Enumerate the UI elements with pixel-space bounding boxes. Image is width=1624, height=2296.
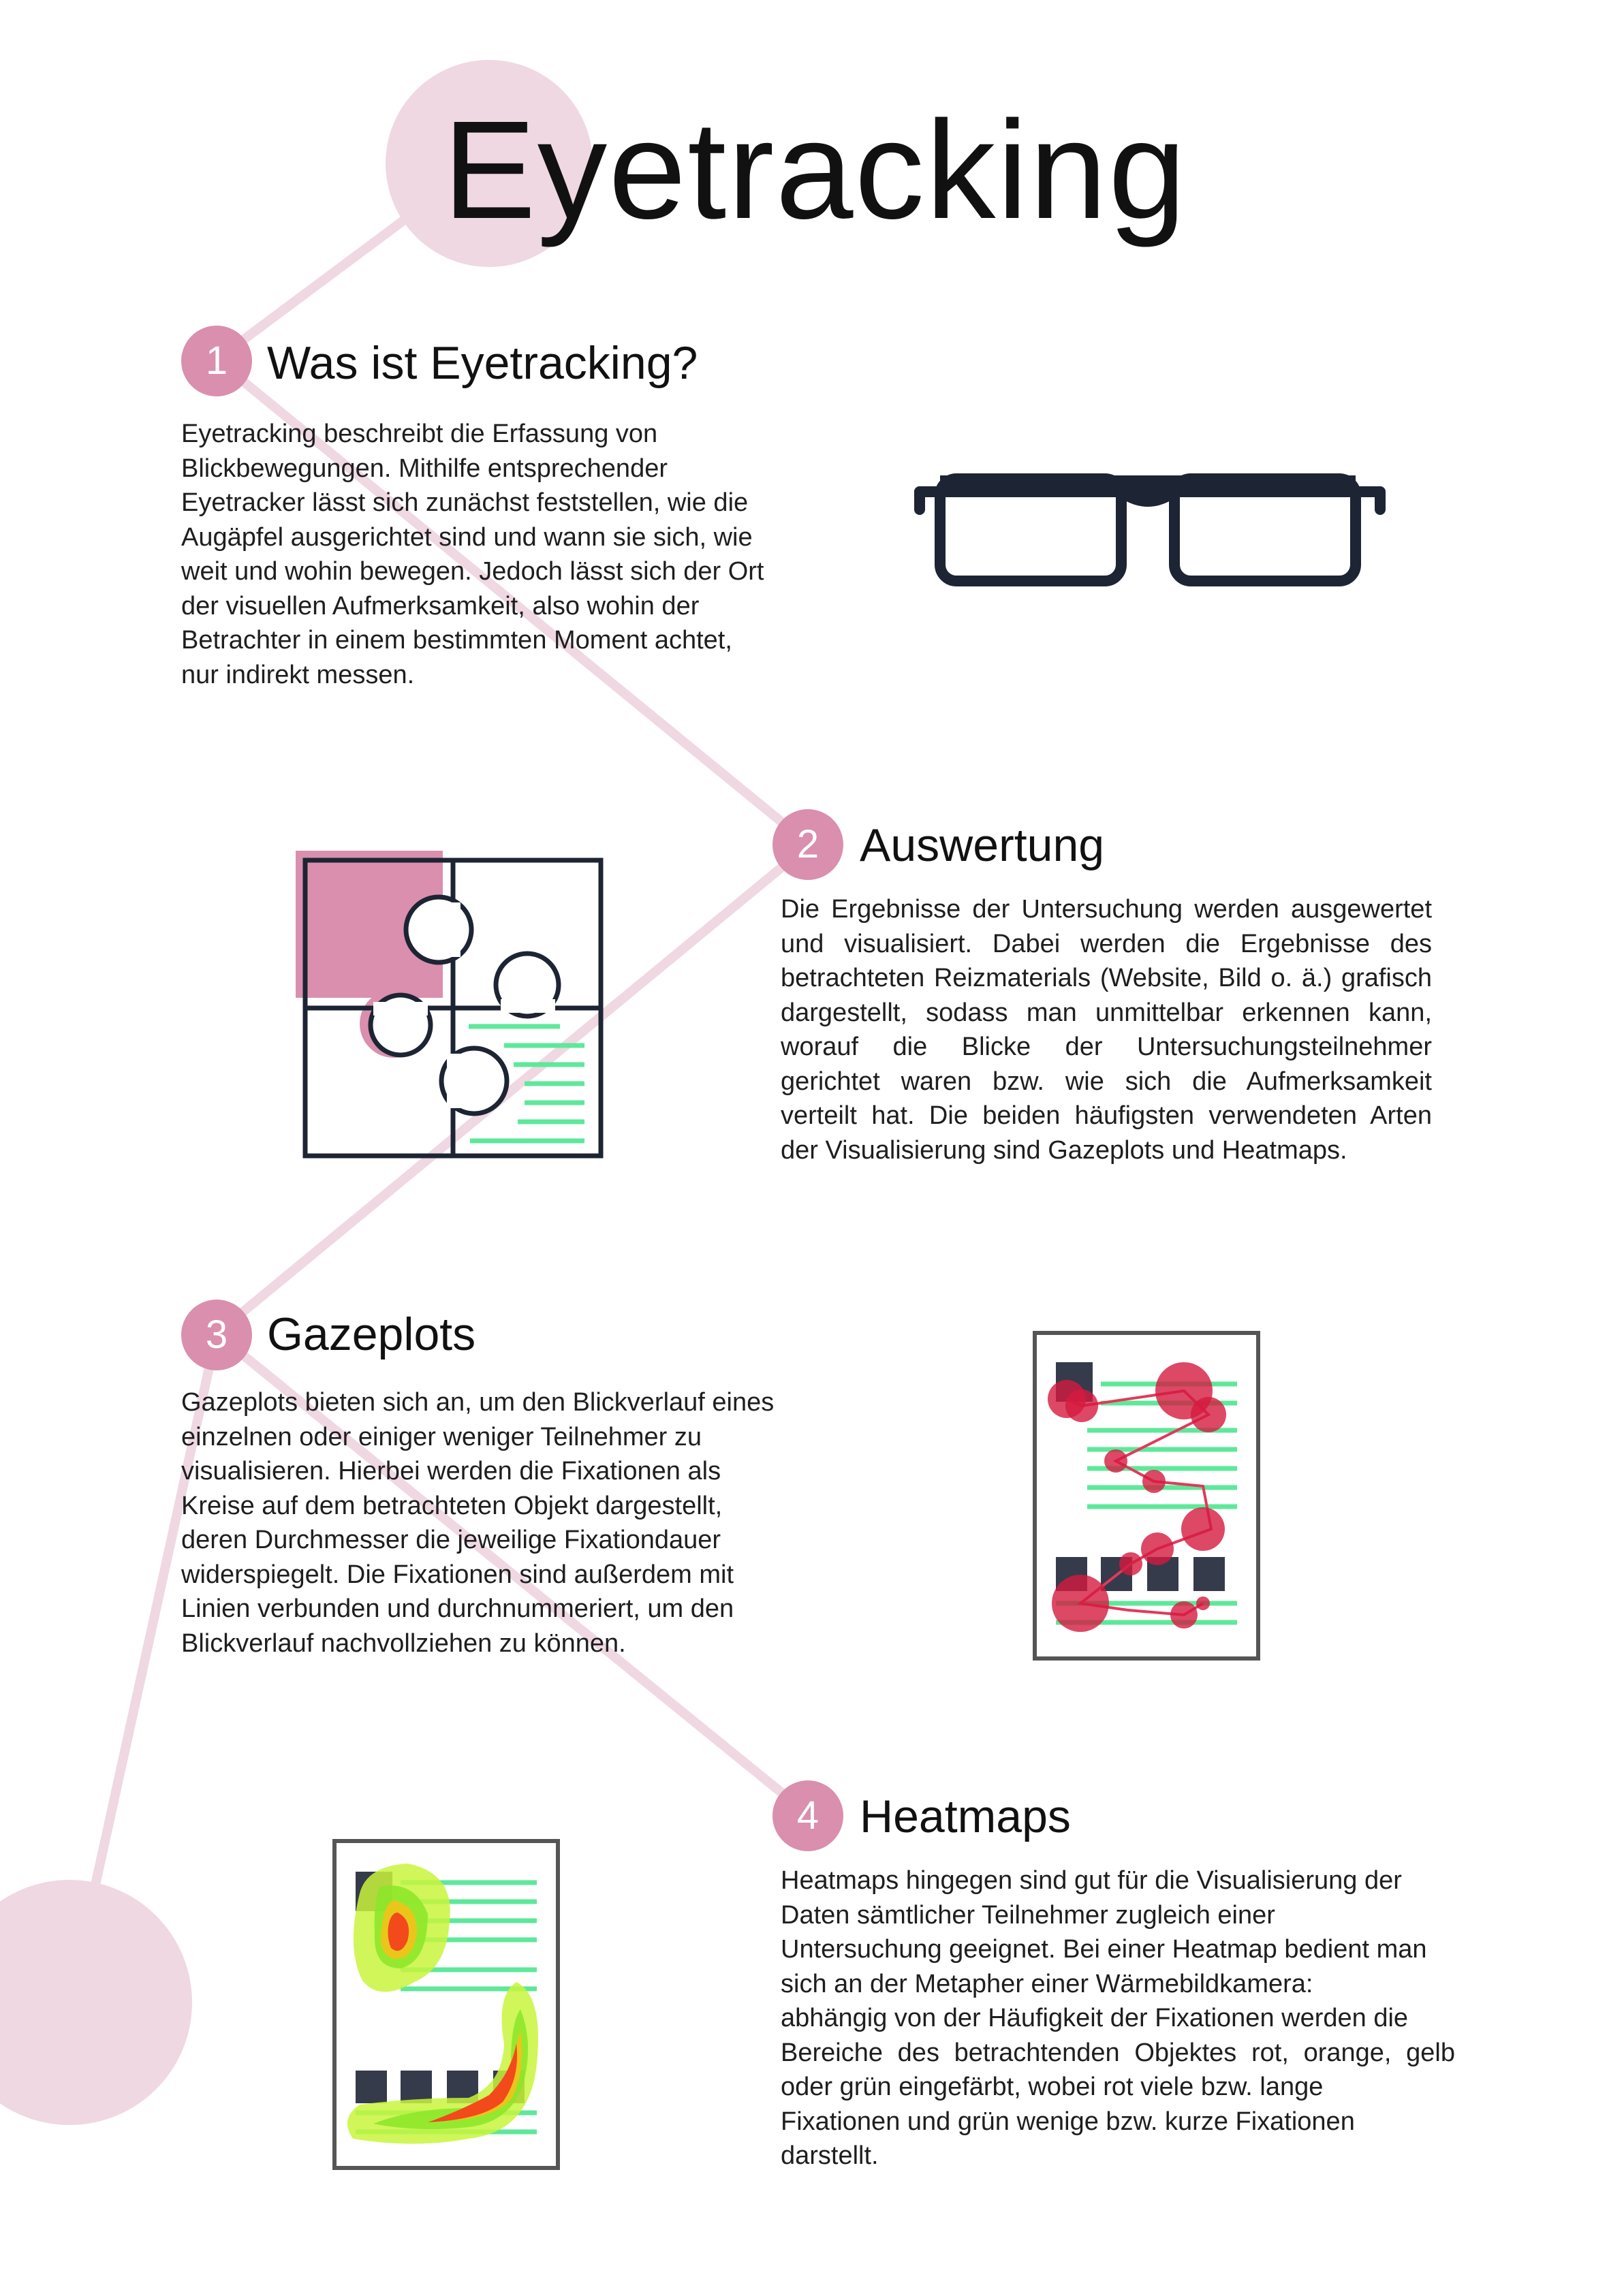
body-line: Bereiche des betrachtenden Objektes rot, orange, gelb: [781, 2038, 1455, 2067]
body-line: Augäpfel ausgerichtet sind und wann sie sich, wie: [181, 522, 753, 552]
body-line: deren Durchmesser die jeweilige Fixationdauer: [181, 1526, 721, 1554]
body-line: Gazeplots bieten sich an, um den Blickverlauf eines: [181, 1388, 775, 1417]
body-line: betrachteten Reizmaterials (Website, Bild o. ä.) grafisch: [781, 964, 1432, 992]
body-line: der Visualisierung sind Gazeplots und Heatmaps.: [781, 1135, 1347, 1165]
body-line: Linien verbunden und durchnummeriert, um den: [181, 1594, 734, 1623]
section-heading: Gazeplots: [267, 1308, 476, 1360]
body-line: worauf die Blicke der Untersuchungsteilnehmer: [781, 1033, 1432, 1061]
puzzle-icon: [293, 848, 613, 1161]
gazeplot-icon: [1033, 1331, 1260, 1661]
section-number-badge: 2: [772, 809, 843, 880]
section-heading: Heatmaps: [860, 1791, 1071, 1842]
body-line: nur indirekt messen.: [181, 660, 415, 689]
section-body: [181, 417, 815, 692]
body-line: Fixationen und grün wenige bzw. kurze Fixationen: [781, 2107, 1355, 2136]
body-line: der visuellen Aufmerksamkeit, also wohin der: [181, 591, 700, 620]
glasses-icon: [913, 456, 1390, 593]
body-line: darstellt.: [781, 2141, 879, 2170]
body-line: weit und wohin bewegen. Jedoch lässt sich der Ort: [181, 557, 764, 586]
body-line: einzelnen oder einiger weniger Teilnehmer zu: [181, 1422, 702, 1451]
section-heading: Was ist Eyetracking?: [267, 337, 698, 389]
body-line: gerichtet waren bzw. wie sich die Aufmerksamkeit: [781, 1067, 1432, 1096]
body-line: Blickbewegungen. Mithilfe entsprechender: [181, 454, 668, 483]
body-line: widerspiegelt. Die Fixationen sind außerdem mit: [181, 1560, 734, 1589]
body-line: oder grün eingefärbt, wobei rot viele bzw. lange: [781, 2073, 1324, 2101]
section-number-badge: 3: [181, 1300, 252, 1370]
body-line: visualisieren. Hierbei werden die Fixationen als: [181, 1457, 721, 1485]
section-number-badge: 1: [181, 326, 252, 396]
body-line: dargestellt, sodass man unmittelbar erkennen kann,: [781, 998, 1432, 1027]
section-body: [781, 1863, 1455, 2173]
body-line: Eyetracking beschreibt die Erfassung von: [181, 420, 658, 448]
body-line: Daten sämtlicher Teilnehmer zugleich einer: [781, 1900, 1275, 1930]
body-line: Die Ergebnisse der Untersuchung werden ausgewertet: [781, 895, 1432, 924]
section-number-badge: 4: [772, 1780, 843, 1851]
body-line: und visualisiert. Dabei werden die Ergebnisse des: [781, 929, 1432, 958]
section-body: [781, 892, 1432, 1167]
bottom-circle: [0, 1880, 192, 2125]
body-line: Betrachter in einem bestimmten Moment achtet,: [181, 626, 732, 655]
body-line: Untersuchung geeignet. Bei einer Heatmap bedient man: [781, 1935, 1427, 1964]
body-line: abhängig von der Häufigkeit der Fixationen werden die: [781, 2004, 1409, 2032]
heatmap-icon: [332, 1839, 560, 2170]
section-body: [181, 1385, 815, 1661]
body-line: Heatmaps hingegen sind gut für die Visualisierung der: [781, 1866, 1402, 1895]
body-line: verteilt hat. Die beiden häufigsten verwendeten Arten: [781, 1101, 1432, 1130]
body-line: sich an der Metapher einer Wärmebildkamera:: [781, 1969, 1313, 1998]
body-line: Kreise auf dem betrachteten Objekt dargestellt,: [181, 1491, 723, 1520]
page-title: Eyetracking: [443, 92, 1188, 248]
section-heading: Auswertung: [860, 819, 1105, 871]
body-line: Eyetracker lässt sich zunächst feststellen, wie die: [181, 488, 749, 517]
body-line: Blickverlauf nachvollziehen zu können.: [181, 1629, 626, 1658]
